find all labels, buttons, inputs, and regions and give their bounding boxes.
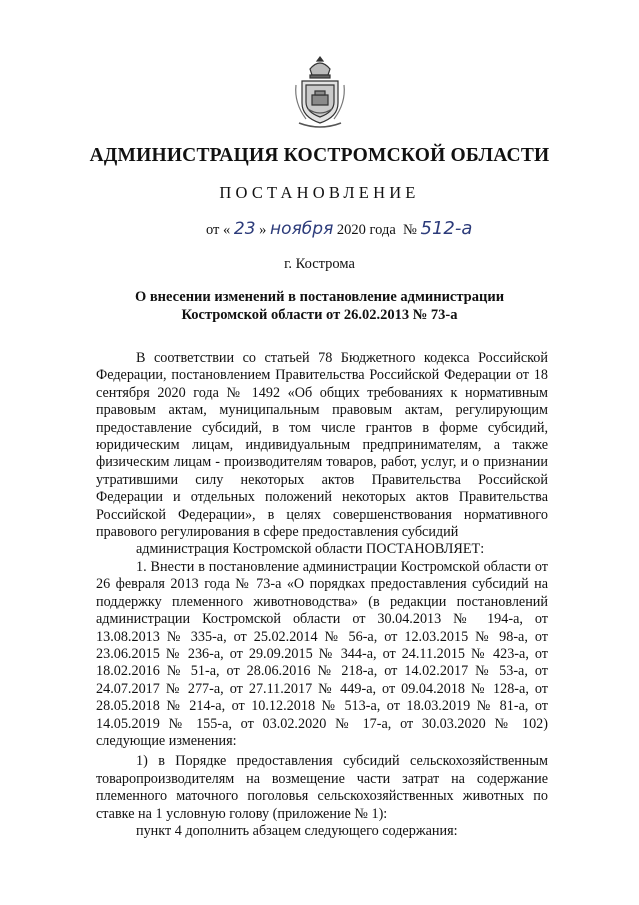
organization-title: АДМИНИСТРАЦИЯ КОСТРОМСКОЙ ОБЛАСТИ [89, 145, 550, 166]
date-mid: » [259, 222, 267, 238]
coat-of-arms-emblem [293, 55, 347, 129]
paragraph-item-1: 1. Внести в постановление администрации Костромской области от 26 февраля 2013 года № 73-а «О порядках предоставления субсидий на поддержку племенного животноводства» (в редакции постановлений администрации Костромской области от 30.04.2013 № 194-а, от 13.08.2013 № 335-а, от 25.02.2014 № 56-а, от 12.03.2015 № 98-а, от 23.06.2015 № 236-а, от 29.09.2015 № 344-а, от 24.11.2015 № 423-а, от 18.02.2016 № 51-а, от 28.06.2016 № 218-а, от 14.02.2017 № 53-а, от 24.07.2017 № 277-а, от 27.11.2017 № 449-а, от 09.04.2018 № 128-а, от 28.05.2018 № 214-а, от 10.12.2018 № 513-а, от 18.03.2019 № 81-а, от 14.05.2019 № 155-а, от 03.02.2020 № 17-а, от 30.03.2020 № 102) следующие изменения: [96, 558, 548, 749]
date-day-handwritten: 23 [233, 219, 256, 239]
paragraph-resolves: администрация Костромской области ПОСТАНОВЛЯЕТ: [136, 541, 485, 558]
paragraph-clause-4: пункт 4 дополнить абзацем следующего содержания: [136, 822, 458, 839]
document-type: ПОСТАНОВЛЕНИЕ [219, 183, 420, 202]
date-prefix: от « [206, 222, 231, 238]
paragraph-subitem-1: 1) в Порядке предоставления субсидий сельскохозяйственным товаропроизводителям на возмещение части затрат на содержание племенного маточного поголовья сельскохозяйственных животных по ставке на 1 условную голову (приложение № 1): [96, 753, 548, 822]
subject-line-2: Костромской области от 26.02.2013 № 73-а [181, 307, 458, 323]
date-year: 2020 года [336, 222, 396, 238]
subject-line-1: О внесении изменений в постановление администрации [134, 289, 505, 305]
city: г. Кострома [284, 256, 355, 272]
number-prefix: № [403, 222, 417, 238]
document-subject [0, 288, 639, 324]
date-line [206, 218, 472, 239]
document-body [96, 350, 548, 840]
paragraph-preamble: В соответствии со статьей 78 Бюджетного кодекса Российской Федерации, постановлением Правительства Российской Федерации от 18 сентября 2020 года № 1492 «Об общих требованиях к нормативным правовым актам, муниципальным правовым актам, регулирующим предоставление субсидий, в том числе грантов в форме субсидий, юридическим лицам, индивидуальным предпринимателям, а также физическим лицам - производителям товаров, работ, услуг, и о признании утратившими силу некоторых актов Правительства Российской Федерации и отдельных положений некоторых актов Правительства Российской Федерации», в целях совершенствования нормативного правового регулирования в сфере предоставления субсидий [96, 350, 548, 541]
document-number-handwritten: 512-а [420, 218, 473, 239]
date-month-handwritten: ноября [270, 219, 334, 239]
